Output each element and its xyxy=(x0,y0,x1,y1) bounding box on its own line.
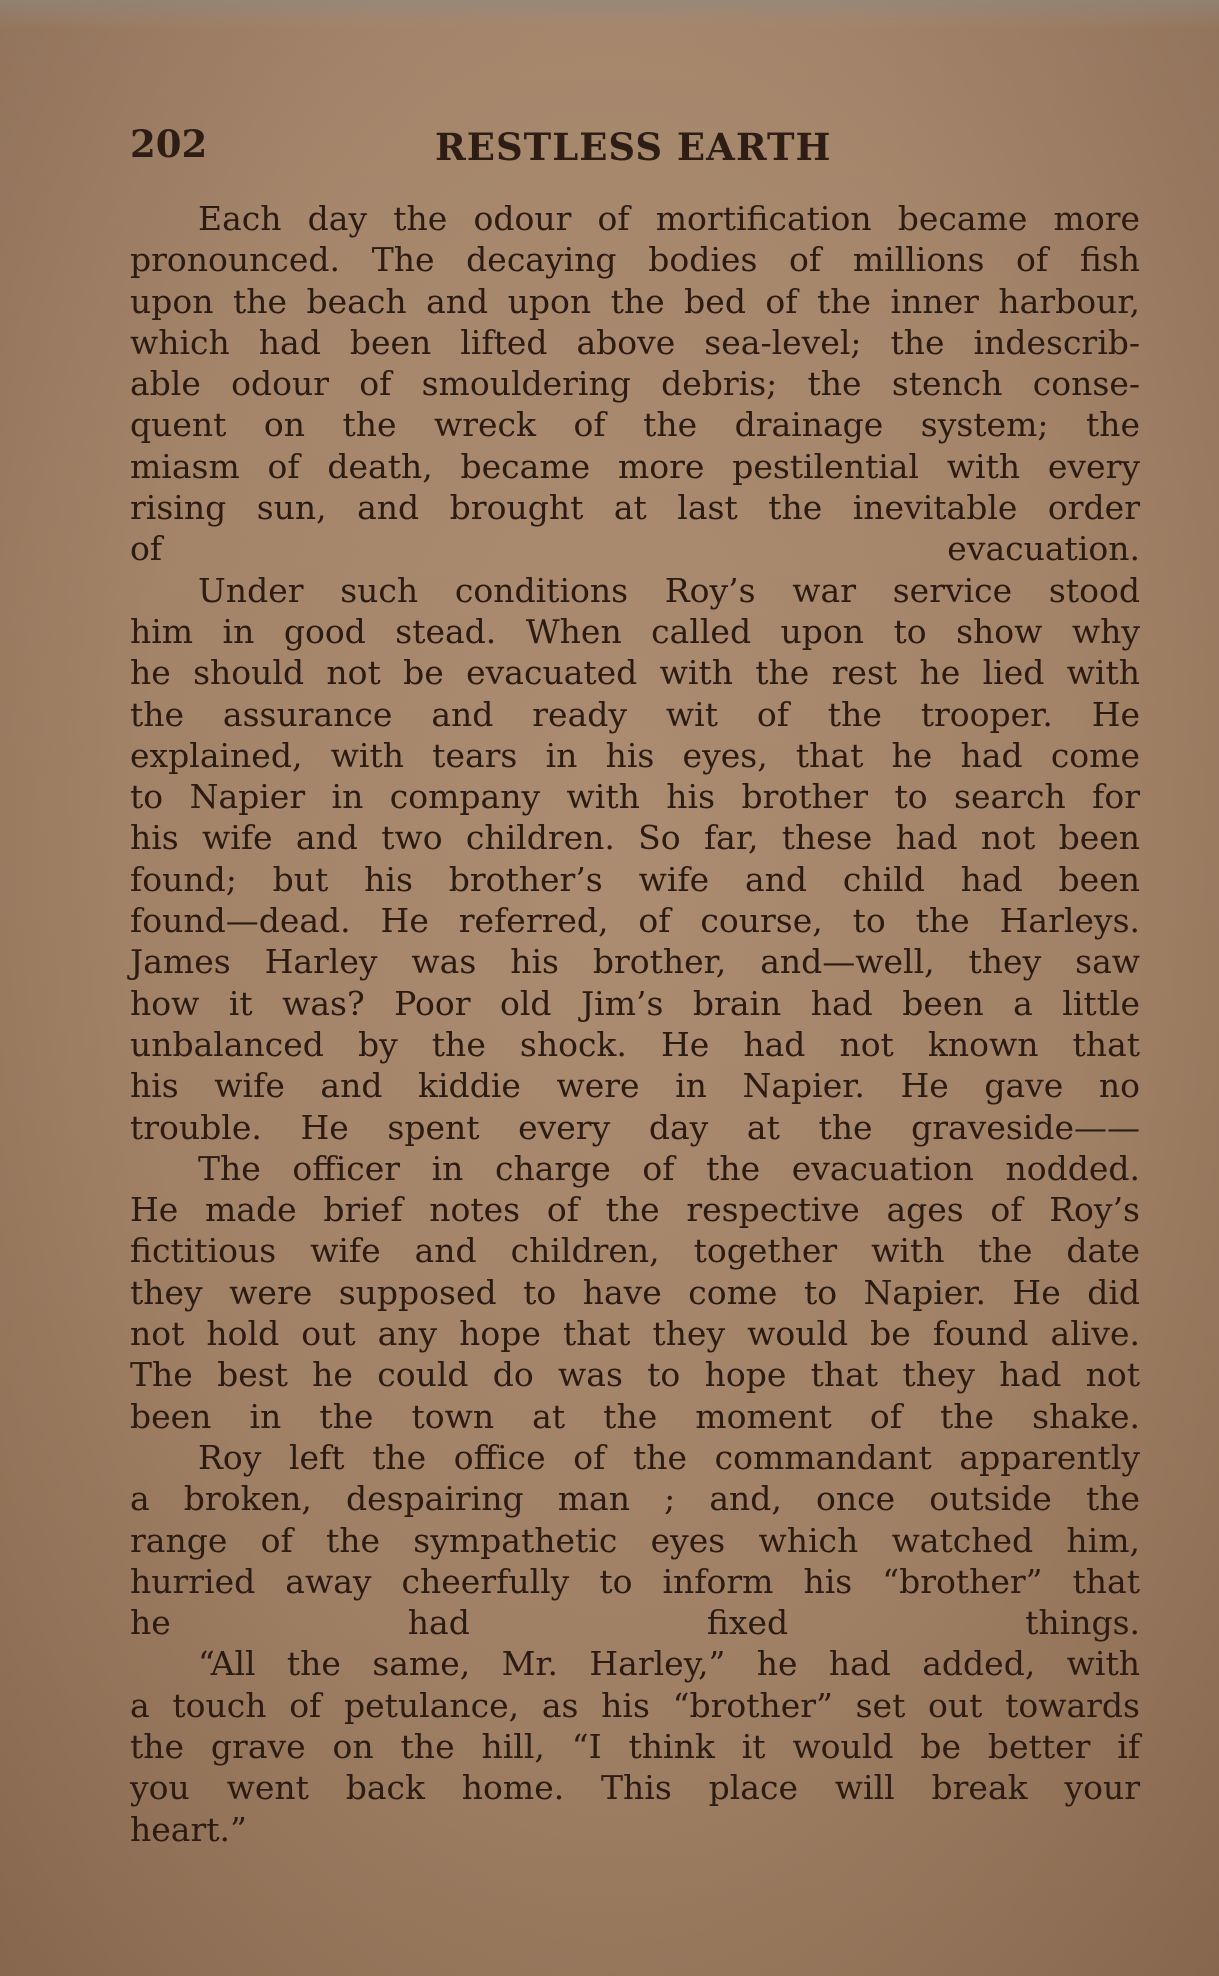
running-head: RESTLESS EARTH xyxy=(435,125,832,169)
text-line: he had fixed things. xyxy=(130,1603,1140,1643)
text-line: Roy left the office of the commandant apparently xyxy=(198,1437,1141,1477)
page-top-edge xyxy=(0,0,1219,30)
page-number: 202 xyxy=(130,122,208,166)
text-line: a touch of petulance, as his “brother” set out towards xyxy=(130,1685,1140,1725)
text-line: rising sun, and brought at last the inevitable order xyxy=(130,488,1140,528)
text-line: they were supposed to have come to Napier. He did xyxy=(130,1272,1141,1312)
text-line: a broken, despairing man ; and, once outside the xyxy=(130,1479,1140,1519)
body-text xyxy=(130,198,1140,1850)
text-line: explained, with tears in his eyes, that he had come xyxy=(130,735,1140,775)
text-line: his wife and two children. So far, these had not been xyxy=(130,818,1141,858)
text-line: which had been lifted above sea-level; the indescrib- xyxy=(130,322,1141,362)
text-line: he should not be evacuated with the rest he lied with xyxy=(130,653,1140,693)
paragraph xyxy=(130,1148,1140,1437)
text-line: hurried away cheerfully to inform his “brother” that xyxy=(130,1561,1140,1601)
text-line: James Harley was his brother, and—well, they saw xyxy=(130,942,1141,982)
paragraph xyxy=(130,1643,1140,1849)
text-line: how it was? Poor old Jim’s brain had been a little xyxy=(130,983,1141,1023)
text-line: “All the same, Mr. Harley,” he had added, with xyxy=(198,1644,1140,1684)
text-line: found—dead. He referred, of course, to the Harleys. xyxy=(130,901,1140,941)
page-header xyxy=(130,122,1140,172)
text-line: his wife and kiddie were in Napier. He gave no xyxy=(130,1066,1140,1106)
text-line: trouble. He spent every day at the graveside—— xyxy=(130,1107,1140,1147)
text-line: been in the town at the moment of the shake. xyxy=(130,1396,1140,1436)
text-line: Each day the odour of mortification became more xyxy=(198,199,1141,238)
text-line: He made brief notes of the respective ages of Roy’s xyxy=(130,1190,1140,1230)
paragraph xyxy=(130,1437,1140,1643)
text-line: the assurance and ready wit of the trooper. He xyxy=(130,694,1140,734)
text-line: The best he could do was to hope that they had not xyxy=(130,1355,1140,1395)
text-line: miasm of death, became more pestilential with every xyxy=(130,446,1141,486)
text-line: him in good stead. When called upon to show why xyxy=(130,611,1140,651)
text-line: of evacuation. xyxy=(130,529,1140,569)
text-line: heart.” xyxy=(130,1809,247,1849)
text-line: to Napier in company with his brother to search for xyxy=(130,777,1140,817)
text-line: upon the beach and upon the bed of the inner harbour, xyxy=(130,281,1140,321)
text-line: unbalanced by the shock. He had not known that xyxy=(130,1024,1140,1064)
text-line: found; but his brother’s wife and child had been xyxy=(130,859,1140,899)
text-line: not hold out any hope that they would be found alive. xyxy=(130,1314,1141,1354)
paragraph xyxy=(130,570,1140,1148)
text-line: The officer in charge of the evacuation nodded. xyxy=(198,1148,1140,1188)
text-line: fictitious wife and children, together with the date xyxy=(130,1231,1140,1271)
text-line: pronounced. The decaying bodies of millions of fish xyxy=(130,240,1141,280)
paragraph xyxy=(130,198,1140,570)
text-line: the grave on the hill, “I think it would be better if xyxy=(130,1726,1141,1766)
text-line: you went back home. This place will break your xyxy=(130,1768,1140,1808)
text-line: range of the sympathetic eyes which watched him, xyxy=(130,1520,1140,1560)
text-line: able odour of smouldering debris; the stench conse- xyxy=(130,364,1141,404)
text-line: Under such conditions Roy’s war service stood xyxy=(198,570,1140,610)
text-line: quent on the wreck of the drainage system; the xyxy=(130,405,1140,445)
